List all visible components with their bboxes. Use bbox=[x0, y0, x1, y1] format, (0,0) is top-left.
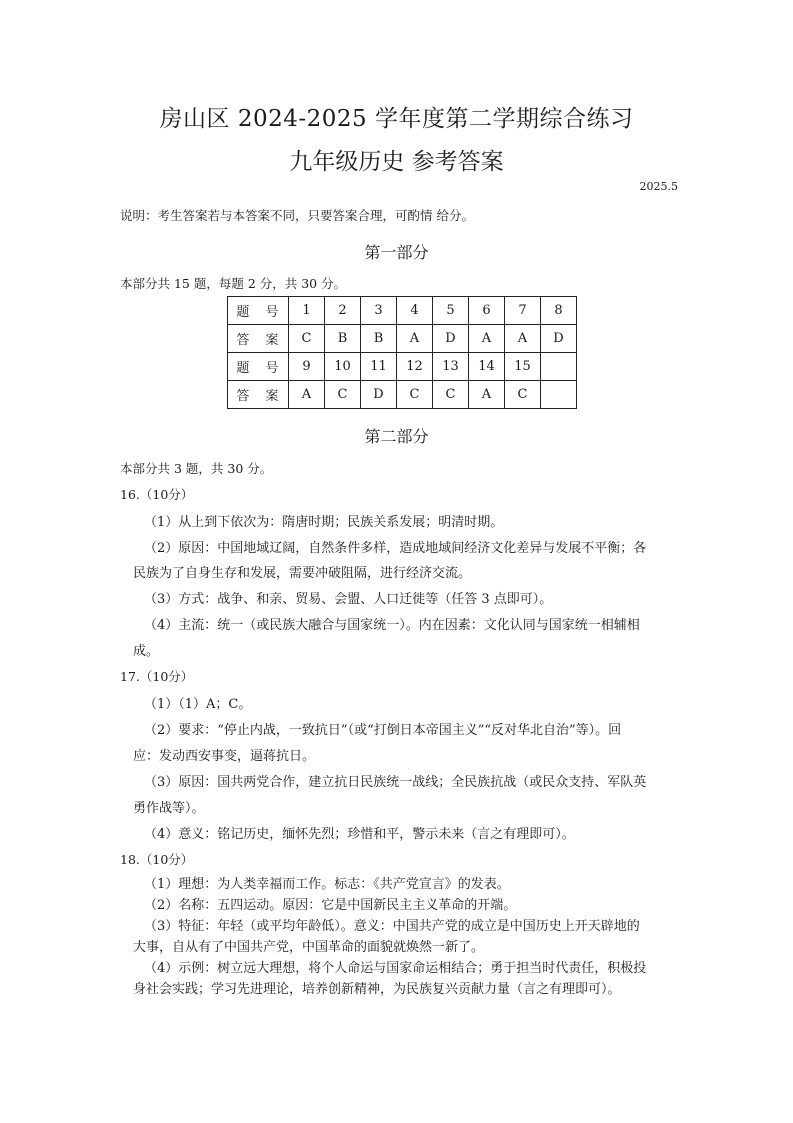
answer-line: （1）从上到下依次为：隋唐时期；民族关系发展；明清时期。 bbox=[144, 515, 504, 530]
table-cell: 6 bbox=[469, 297, 505, 325]
page-title: 房山区 2024-2025 学年度第二学期综合练习 bbox=[159, 106, 634, 132]
answer-line: 勇作战等）。 bbox=[133, 801, 205, 816]
table-cell: D bbox=[541, 325, 577, 353]
table-cell bbox=[541, 381, 577, 409]
table-cell: C bbox=[433, 381, 469, 409]
table-cell: 10 bbox=[325, 353, 361, 381]
table-header-cell: 答 案 bbox=[228, 325, 289, 353]
answer-line: 大事，自从有了中国共产党，中国革命的面貌就焕然一新了。 bbox=[133, 940, 485, 955]
table-header-cell: 答 案 bbox=[228, 381, 289, 409]
answer-line: （4）主流：统一（或民族大融合与国家统一）。内在因素：文化认同与国家统一相辅相 bbox=[144, 618, 640, 633]
question-16-label: 16.（10分） bbox=[120, 487, 194, 502]
table-row bbox=[228, 325, 577, 353]
answer-line: 民族为了自身生存和发展，需要冲破阻隔，进行经济交流。 bbox=[133, 566, 472, 581]
table-cell: 5 bbox=[433, 297, 469, 325]
answer-line: （2）名称：五四运动。原因：它是中国新民主主义革命的开端。 bbox=[144, 898, 517, 913]
answer-line: （4）意义：铭记历史，缅怀先烈；珍惜和平，警示未来（言之有理即可）。 bbox=[144, 827, 575, 842]
answer-line: （3）方式：战争、和亲、贸易、会盟、人口迁徙等（任答 3 点即可）。 bbox=[144, 592, 553, 607]
table-cell: C bbox=[505, 381, 541, 409]
table-cell: A bbox=[397, 325, 433, 353]
question-17-label: 17.（10分） bbox=[120, 669, 194, 684]
answer-line: （4）示例：树立远大理想，将个人命运与国家命运相结合；勇于担当时代责任，积极投 bbox=[144, 961, 647, 976]
answer-line: （1）理想：为人类幸福而工作。标志：《共产党宣言》的发表。 bbox=[144, 877, 510, 892]
answer-line: （1）（1）A；C。 bbox=[144, 697, 252, 712]
answer-line: （2）要求：“停止内战，一致抗日”（或“打倒日本帝国主义”“反对华北自治”等）。回 bbox=[144, 723, 622, 738]
table-cell: A bbox=[469, 325, 505, 353]
table-header-cell: 题 号 bbox=[228, 297, 289, 325]
table-cell: D bbox=[433, 325, 469, 353]
table-cell: 8 bbox=[541, 297, 577, 325]
date-label: 2025.5 bbox=[639, 180, 678, 193]
part1-heading: 第一部分 bbox=[364, 243, 429, 262]
table-cell: 4 bbox=[397, 297, 433, 325]
table-row bbox=[228, 381, 577, 409]
table-cell: 15 bbox=[505, 353, 541, 381]
table-cell: C bbox=[325, 381, 361, 409]
table-cell: 3 bbox=[361, 297, 397, 325]
table-cell: 1 bbox=[289, 297, 325, 325]
table-cell: A bbox=[469, 381, 505, 409]
table-row bbox=[228, 297, 577, 325]
answer-line: 身社会实践；学习先进理论，培养创新精神，为民族复兴贡献力量（言之有理即可）。 bbox=[133, 982, 621, 997]
answer-table bbox=[227, 296, 577, 409]
table-cell: A bbox=[289, 381, 325, 409]
table-cell: 2 bbox=[325, 297, 361, 325]
table-cell: 12 bbox=[397, 353, 433, 381]
answer-line: 应：发动西安事变，逼蒋抗日。 bbox=[133, 749, 316, 764]
table-cell: B bbox=[325, 325, 361, 353]
table-cell: 14 bbox=[469, 353, 505, 381]
table-header-cell: 题 号 bbox=[228, 353, 289, 381]
table-cell bbox=[541, 353, 577, 381]
table-cell: A bbox=[505, 325, 541, 353]
answer-line: （3）特征：年轻（或平均年龄低）。意义：中国共产党的成立是中国历史上开天辟地的 bbox=[144, 919, 640, 934]
table-cell: C bbox=[397, 381, 433, 409]
table-cell: 7 bbox=[505, 297, 541, 325]
answer-line: （2）原因：中国地域辽阔，自然条件多样，造成地域间经济文化差异与发展不平衡；各 bbox=[144, 541, 647, 556]
table-cell: B bbox=[361, 325, 397, 353]
answer-line: 成。 bbox=[133, 644, 160, 659]
part2-description: 本部分共 3 题，共 30 分。 bbox=[120, 461, 273, 476]
page-subtitle: 九年级历史 参考答案 bbox=[289, 149, 504, 175]
answer-line: （3）原因：国共两党合作，建立抗日民族统一战线；全民族抗战（或民众支持、军队英 bbox=[144, 775, 647, 790]
table-cell: C bbox=[289, 325, 325, 353]
instructions-note: 说明：考生答案若与本答案不同，只要答案合理，可酌情 给分。 bbox=[120, 208, 474, 223]
table-cell: 13 bbox=[433, 353, 469, 381]
part1-description: 本部分共 15 题，每题 2 分，共 30 分。 bbox=[120, 276, 347, 291]
table-cell: 9 bbox=[289, 353, 325, 381]
question-18-label: 18.（10分） bbox=[120, 852, 194, 867]
table-cell: D bbox=[361, 381, 397, 409]
table-row bbox=[228, 353, 577, 381]
table-cell: 11 bbox=[361, 353, 397, 381]
part2-heading: 第二部分 bbox=[364, 427, 429, 446]
